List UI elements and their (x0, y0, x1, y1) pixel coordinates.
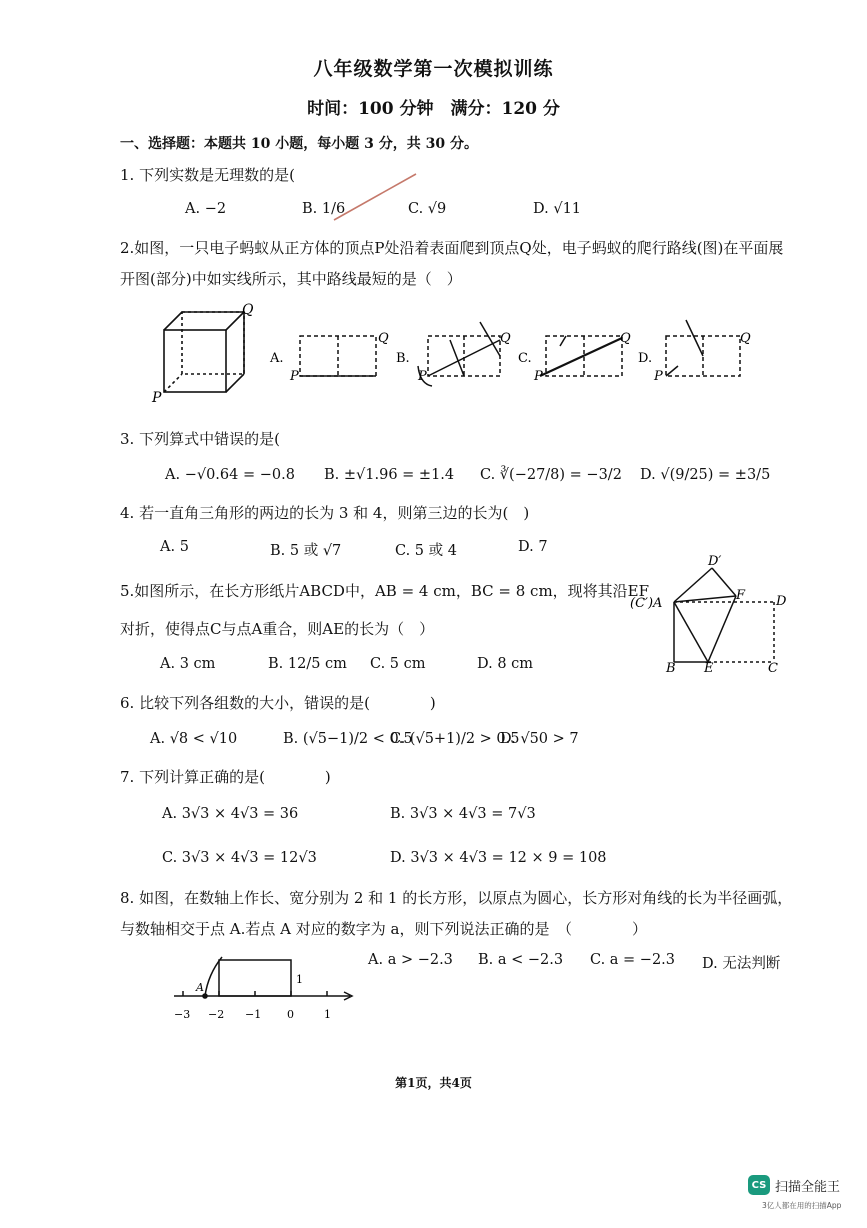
q1-option-a: A. −2 (185, 201, 227, 217)
q8-option-c: C. a = −2.3 (590, 952, 676, 968)
section-heading: 一、选择题：本题共 10 小题，每小题 3 分，共 30 分。 (120, 136, 478, 152)
net-d (666, 320, 740, 376)
net-d-label-p: P (654, 369, 663, 384)
pencil-stroke-mark (330, 170, 420, 225)
net-c-label-q: Q (620, 331, 631, 346)
point-a-label: A (196, 981, 204, 994)
fig5-label-b: B (666, 661, 676, 675)
net-a (300, 336, 376, 376)
cs-logo-icon: CS (748, 1175, 770, 1195)
axis-tick-0: 0 (287, 1008, 294, 1021)
q5-option-b: B. 12/5 cm (268, 656, 347, 672)
rect-side-label: 1 (296, 973, 303, 986)
q2-stem-line2: 开图(部分)中如实线所示，其中路线最短的是（ ） (120, 270, 462, 288)
axis-tick-neg2: −2 (208, 1008, 225, 1021)
cube-diagram (164, 312, 244, 392)
q6-stem: 6. 比较下列各组数的大小，错误的是( ) (120, 694, 436, 712)
q5-figure (628, 550, 798, 675)
q7-option-a: A. 3√3 × 4√3 = 36 (162, 806, 299, 822)
q3-option-c: C. ∛(−27/8) = −3/2 (480, 467, 622, 483)
net-b-label-p: P (418, 369, 427, 384)
q5-stem-line1: 5.如图所示，在长方形纸片ABCD中，AB = 4 cm，BC = 8 cm，现将其沿EF (120, 582, 650, 600)
q7-option-c: C. 3√3 × 4√3 = 12√3 (162, 850, 317, 866)
page-title: 八年级数学第一次模拟训练 (313, 58, 554, 80)
fig5-label-c1a: (C′)A (630, 596, 663, 611)
q7-stem: 7. 下列计算正确的是( ) (120, 768, 331, 786)
q8-stem-line1: 8. 如图，在数轴上作长、宽分别为 2 和 1 的长方形，以原点为圆心，长方形对角线的长为半径画弧， (120, 889, 793, 907)
q8-option-b: B. a < −2.3 (478, 952, 564, 968)
q2-fig-label-b: B. (396, 351, 410, 366)
q5-option-c: C. 5 cm (370, 656, 426, 672)
net-a-label-p: P (290, 369, 299, 384)
net-c (540, 336, 622, 376)
page-footer: 第1页，共4页 (395, 1076, 472, 1090)
q1-option-c: C. √9 (408, 201, 447, 217)
q7-option-d: D. 3√3 × 4√3 = 12 × 9 = 108 (390, 850, 607, 866)
q8-option-a: A. a > −2.3 (368, 952, 453, 968)
fig5-label-f: F (736, 588, 746, 603)
q3-option-a: A. −√0.64 = −0.8 (165, 467, 295, 483)
axis-tick-1: 1 (324, 1008, 331, 1021)
q7-option-b: B. 3√3 × 4√3 = 7√3 (390, 806, 536, 822)
scanner-app-name: 扫描全能王 (775, 1179, 841, 1195)
q2-fig-label-d: D. (638, 351, 653, 366)
q6-option-a: A. √8 < √10 (150, 731, 238, 747)
page-subtitle: 时间：100 分钟 满分：120 分 (307, 99, 560, 119)
net-d-label-q: Q (740, 331, 751, 346)
q5-stem-line2: 对折，使得点C与点A重合，则AE的长为（ ） (120, 620, 435, 638)
q6-option-c: C. (√5+1)/2 > 0.5 (390, 731, 520, 747)
q4-option-b: B. 5 或 √7 (270, 543, 342, 559)
q1-stem: 1. 下列实数是无理数的是( (120, 166, 295, 184)
fig5-label-c: C (768, 661, 778, 675)
q2-fig-label-c: C. (518, 351, 532, 366)
q1-option-d: D. √11 (533, 201, 582, 217)
fig5-label-e: E (704, 661, 714, 675)
fig5-label-d: D (776, 594, 787, 609)
q4-option-a: A. 5 (160, 539, 189, 555)
net-b-label-q: Q (500, 331, 511, 346)
cube-label-p: P (152, 390, 162, 406)
axis-tick-neg1: −1 (245, 1008, 262, 1021)
net-a-label-q: Q (378, 331, 389, 346)
q3-stem: 3. 下列算式中错误的是( (120, 430, 280, 448)
q5-option-d: D. 8 cm (477, 656, 534, 672)
scanner-slogan: 3亿人都在用的扫描App (762, 1201, 842, 1210)
scanner-logo (748, 1175, 840, 1195)
cube-label-q: Q (242, 302, 254, 318)
q2-figure (150, 300, 770, 410)
q3-option-b: B. ±√1.96 = ±1.4 (324, 467, 455, 483)
net-b (418, 322, 500, 386)
fig5-label-d1: D′ (708, 554, 722, 569)
q3-option-d: D. √(9/25) = ±3/5 (640, 467, 771, 483)
q4-option-c: C. 5 或 4 (395, 543, 457, 559)
q8-stem-line2: 与数轴相交于点 A.若点 A 对应的数字为 a，则下列说法正确的是 （ ） (120, 920, 647, 938)
q8-option-d: D. 无法判断 (702, 956, 781, 972)
q4-stem: 4. 若一直角三角形的两边的长为 3 和 4，则第三边的长为( ) (120, 504, 530, 522)
q2-fig-label-a: A. (270, 351, 284, 366)
q8-number-line-figure (168, 945, 363, 1030)
q4-option-d: D. 7 (518, 539, 548, 555)
q6-option-b: B. (√5−1)/2 < 0.5 (283, 731, 413, 747)
q6-option-d: D. √50 > 7 (500, 731, 579, 747)
q1-option-b: B. 1/6 (302, 201, 346, 217)
q5-option-a: A. 3 cm (160, 656, 216, 672)
net-c-label-p: P (534, 369, 543, 384)
axis-tick-neg3: −3 (174, 1008, 191, 1021)
q2-stem-line1: 2.如图，一只电子蚂蚁从正方体的顶点P处沿着表面爬到顶点Q处，电子蚂蚁的爬行路线(图)在平面展 (120, 239, 784, 257)
